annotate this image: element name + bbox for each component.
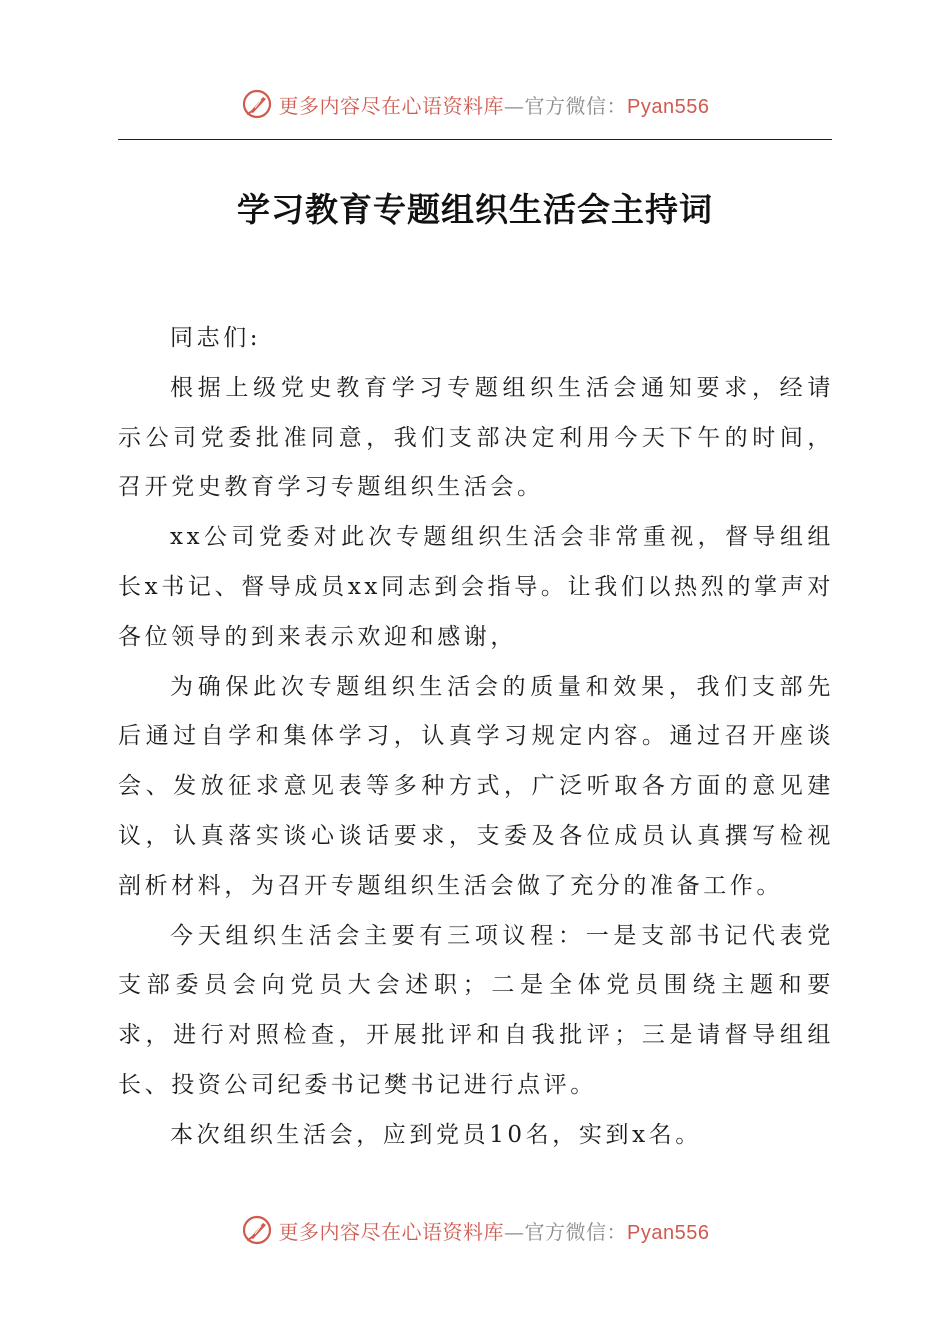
paragraph: xx公司党委对此次专题组织生活会非常重视，督导组组长x书记、督导成员xx同志到会指导。让我们以热烈的掌声对各位领导的到来表示欢迎和感谢， (118, 524, 834, 650)
quill-pen-logo-icon (241, 88, 273, 120)
header-rule (118, 139, 832, 140)
paragraph: 本次组织生活会，应到党员10名，实到x名。 (170, 1121, 702, 1148)
footer-banner (0, 1210, 950, 1250)
paragraph: 为确保此次专题组织生活会的质量和效果，我们支部先后通过自学和集体学习，认真学习规定内容。通过召开座谈会、发放征求意见表等多种方式，广泛听取各方面的意见建议，认真落实谈心谈话要求，支委及各位成员认真撰写检视剖析材料，为召开专题组织生活会做了充分的准备工作。 (118, 673, 834, 899)
header-banner-text (279, 90, 710, 119)
header-banner-main: 更多内容尽在心语资料库 (278, 93, 505, 118)
quill-pen-logo-icon (241, 1214, 273, 1246)
footer-banner-sep: —官方微信： (504, 1219, 628, 1244)
header-banner-id: Pyan556 (627, 95, 710, 118)
paragraph: 根据上级党史教育学习专题组织生活会通知要求，经请示公司党委批准同意，我们支部决定利用今天下午的时间，召开党史教育学习专题组织生活会。 (118, 374, 834, 501)
document-title: 学习教育专题组织生活会主持词 (237, 190, 713, 229)
header-banner-sep: —官方微信： (504, 93, 628, 118)
header-banner (0, 84, 950, 124)
paragraph: 今天组织生活会主要有三项议程：一是支部书记代表党支部委员会向党员大会述职；二是全体党员围绕主题和要求，进行对照检查，开展批评和自我批评；三是请督导组组长、投资公司纪委书记樊书记进行点评。 (118, 922, 834, 1098)
document-body (118, 314, 834, 1161)
footer-banner-id: Pyan556 (627, 1221, 710, 1244)
footer-banner-main: 更多内容尽在心语资料库 (278, 1219, 505, 1244)
footer-banner-text (279, 1216, 710, 1245)
salutation: 同志们: (170, 325, 262, 351)
